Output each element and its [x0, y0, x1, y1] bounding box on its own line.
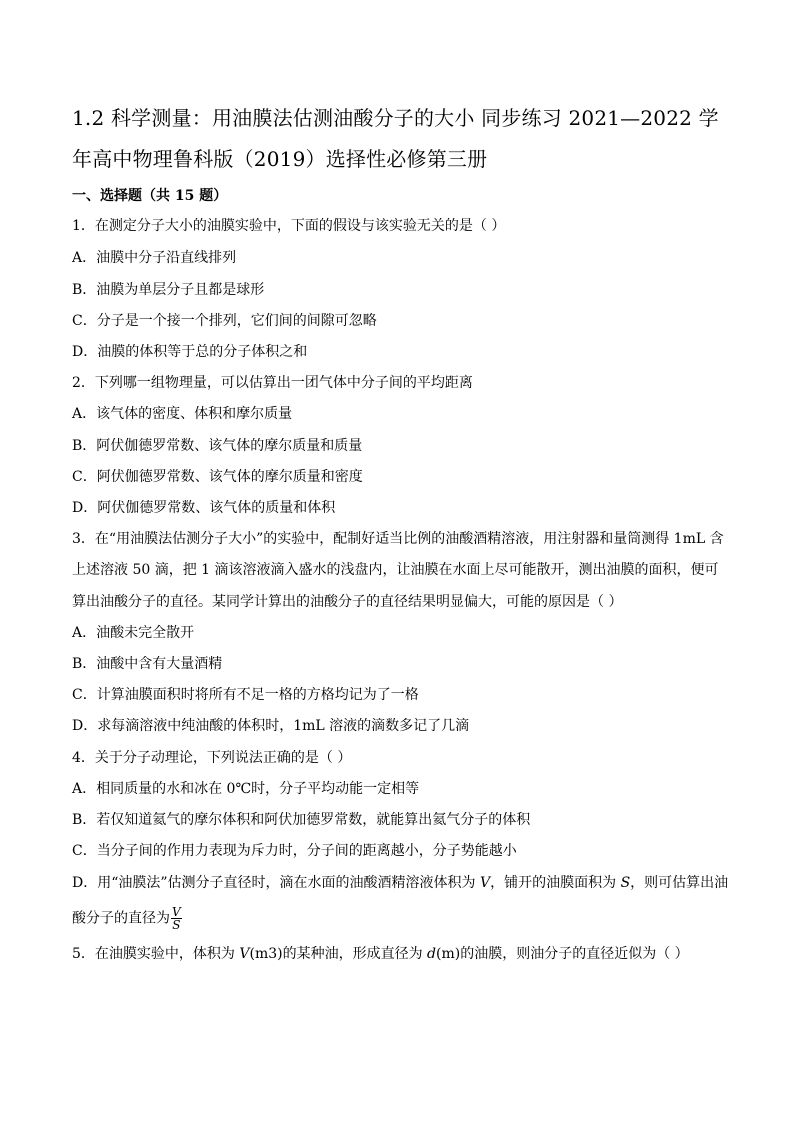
question-1-option-c: C．分子是一个接一个排列，它们间的间隙可忽略 [72, 313, 377, 329]
question-5-stem [72, 944, 689, 964]
question-1-option-a: A．油膜中分子沿直线排列 [72, 250, 237, 266]
document-title [72, 98, 732, 180]
question-4-option-d-line-2 [72, 906, 182, 931]
q5-text-c: (m)的油膜，则油分子的直径近似为（ ） [436, 946, 689, 962]
q5-variable-v: V [239, 946, 250, 962]
question-1-option-b: B．油膜为单层分子且都是球形 [72, 282, 265, 298]
fraction-numerator: V [172, 905, 181, 919]
question-3-stem-line-2: 上述溶液 50 滴，把 1 滴该溶液滴入盛水的浅盘内，让油膜在水面上尽可能散开，测出油膜的面积，便可 [72, 562, 719, 578]
question-1-stem: 1．在测定分子大小的油膜实验中，下面的假设与该实验无关的是（ ） [72, 218, 506, 234]
question-4-option-a: A．相同质量的水和冰在 0℃时，分子平均动能一定相等 [72, 781, 420, 797]
question-2-stem: 2．下列哪一组物理量，可以估算出一团气体中分子间的平均距离 [72, 375, 473, 391]
question-2-option-c: C．阿伏伽德罗常数、该气体的摩尔质量和密度 [72, 469, 363, 485]
question-2-option-a: A．该气体的密度、体积和摩尔质量 [72, 406, 293, 422]
question-3-option-c: C．计算油膜面积时将所有不足一格的方格均记为了一格 [72, 687, 419, 703]
question-3-option-b: B．油酸中含有大量酒精 [72, 656, 223, 672]
question-4-stem: 4．关于分子动理论，下列说法正确的是（ ） [72, 750, 352, 766]
question-1-option-d: D．油膜的体积等于总的分子体积之和 [72, 344, 308, 360]
fraction-v-over-s [171, 906, 182, 931]
fraction-denominator: S [172, 918, 181, 932]
option-d-text-a: D．用“油膜法”估测分子直径时，滴在水面的油酸酒精溶液体积为 [72, 875, 480, 891]
title-line-2: 年高中物理鲁科版（2019）选择性必修第三册 [72, 147, 488, 171]
question-4-option-b: B．若仅知道氦气的摩尔体积和阿伏加德罗常数，就能算出氦气分子的体积 [72, 812, 531, 828]
question-2-option-b: B．阿伏伽德罗常数、该气体的摩尔质量和质量 [72, 438, 363, 454]
option-d-text-c: ，则可估算出油 [630, 875, 729, 891]
question-3-stem-line-3: 算出油酸分子的直径。某同学计算出的油酸分子的直径结果明显偏大，可能的原因是（ ） [72, 594, 623, 610]
q5-text-a: 5．在油膜实验中，体积为 [72, 946, 240, 962]
question-4-option-c: C．当分子间的作用力表现为斥力时，分子间的距离越小，分子势能越小 [72, 843, 517, 859]
option-d-text-b: ，铺开的油膜面积为 [490, 875, 621, 891]
question-3-stem-line-1: 3．在“用油膜法估测分子大小”的实验中，配制好适当比例的油酸酒精溶液，用注射器和量筒测得 1mL 含 [72, 531, 724, 547]
question-3-option-a: A．油酸未完全散开 [72, 625, 195, 641]
option-d-line-2-text: 酸分子的直径为 [72, 910, 170, 927]
section-heading: 一、选择题（共 15 题） [72, 188, 228, 204]
question-3-option-d: D．求每滴溶液中纯油酸的体积时，1mL 溶液的滴数多记了几滴 [72, 718, 470, 734]
variable-v: V [480, 875, 491, 891]
q5-text-b: (m3)的某种油，形成直径为 [249, 946, 428, 962]
question-4-option-d-line-1 [72, 873, 728, 893]
q5-variable-d: d [427, 946, 437, 962]
title-line-1: 1.2 科学测量：用油膜法估测油酸分子的大小 同步练习 2021—2022 学 [72, 106, 719, 130]
variable-s: S [620, 875, 631, 891]
question-2-option-d: D．阿伏伽德罗常数、该气体的质量和体积 [72, 500, 336, 516]
